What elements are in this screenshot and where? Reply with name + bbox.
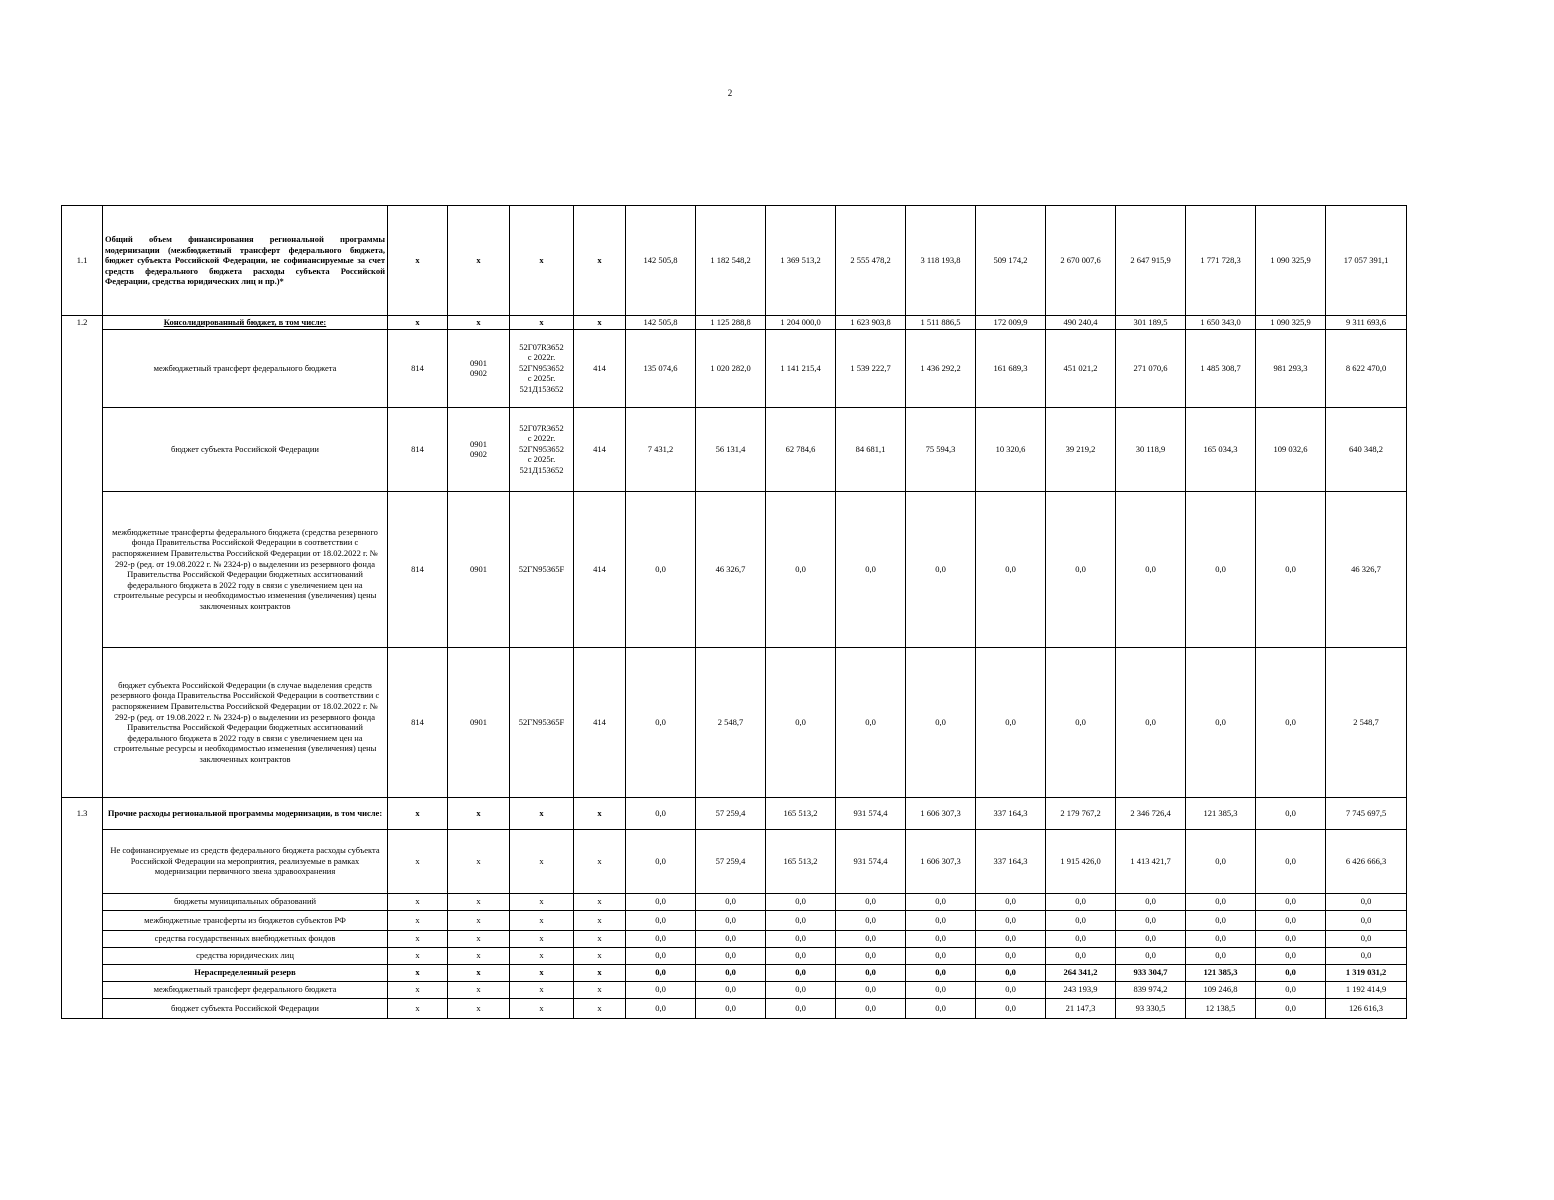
row-number [62, 893, 103, 910]
value-cell: 0,0 [836, 981, 906, 998]
value-cell: 0,0 [836, 998, 906, 1018]
value-cell: 0,0 [1256, 981, 1326, 998]
table-row [62, 893, 1407, 910]
value-cell: 0,0 [976, 998, 1046, 1018]
value-cell: 0,0 [1046, 947, 1116, 964]
value-cell: 0,0 [626, 491, 696, 647]
value-cell: 0,0 [836, 893, 906, 910]
value-cell: 0,0 [1186, 491, 1256, 647]
code-cell-c1: 814 [388, 647, 448, 797]
row-number [62, 829, 103, 893]
code-cell-c4: x [574, 829, 626, 893]
value-cell: 21 147,3 [1046, 998, 1116, 1018]
value-cell: 490 240,4 [1046, 316, 1116, 330]
value-cell: 0,0 [976, 647, 1046, 797]
value-cell: 1 090 325,9 [1256, 316, 1326, 330]
table-row [62, 964, 1407, 981]
value-cell: 56 131,4 [696, 407, 766, 491]
value-cell: 1 606 307,3 [906, 797, 976, 829]
value-cell: 0,0 [1326, 910, 1407, 930]
value-cell: 0,0 [1116, 893, 1186, 910]
value-cell: 57 259,4 [696, 797, 766, 829]
table-row [62, 647, 1407, 797]
value-cell: 0,0 [1046, 930, 1116, 947]
code-cell-c4: x [574, 947, 626, 964]
value-cell: 0,0 [1186, 930, 1256, 947]
value-cell: 142 505,8 [626, 316, 696, 330]
value-cell: 0,0 [766, 491, 836, 647]
value-cell: 1 606 307,3 [906, 829, 976, 893]
code-cell-c4: x [574, 930, 626, 947]
code-cell-c3: x [510, 947, 574, 964]
value-cell: 1 539 222,7 [836, 329, 906, 407]
code-cell-c1: x [388, 206, 448, 316]
value-cell: 0,0 [976, 947, 1046, 964]
value-cell: 0,0 [1256, 947, 1326, 964]
value-cell: 0,0 [1116, 930, 1186, 947]
code-cell-c3: x [510, 829, 574, 893]
code-cell-c2: x [448, 829, 510, 893]
page-number: 2 [727, 88, 733, 98]
value-cell: 10 320,6 [976, 407, 1046, 491]
value-cell: 451 021,2 [1046, 329, 1116, 407]
value-cell: 0,0 [1116, 491, 1186, 647]
value-cell: 2 555 478,2 [836, 206, 906, 316]
value-cell: 0,0 [836, 930, 906, 947]
value-cell: 0,0 [626, 797, 696, 829]
code-cell-c4: x [574, 964, 626, 981]
code-cell-c4: 414 [574, 407, 626, 491]
code-cell-c1: x [388, 947, 448, 964]
value-cell: 0,0 [1326, 930, 1407, 947]
value-cell: 109 246,8 [1186, 981, 1256, 998]
value-cell: 8 622 470,0 [1326, 329, 1407, 407]
value-cell: 337 164,3 [976, 829, 1046, 893]
row-description: межбюджетные трансферты федерального бюджета (средства резервного фонда Правительства Российской Федерации в соответствии с распоряжением Правительства Российской Федерации от 18.02.2022 г. № 292-р (ред. от 19.08.2022 г. № 2324-р) о выделении из резервного фонда Правительства Российской Федерации бюджетных ассигнований федерального бюджета в 2022 году в связи с увеличением цен на строительные ресурсы и необходимостью изменения (увеличения) цены заключенных контрактов [103, 491, 388, 647]
value-cell: 0,0 [1326, 947, 1407, 964]
value-cell: 1 141 215,4 [766, 329, 836, 407]
row-description: межбюджетный трансферт федерального бюджета [103, 981, 388, 998]
value-cell: 0,0 [906, 647, 976, 797]
row-number [62, 910, 103, 930]
code-cell-c1: x [388, 964, 448, 981]
table-row [62, 910, 1407, 930]
code-cell-c4: 414 [574, 491, 626, 647]
value-cell: 0,0 [696, 910, 766, 930]
value-cell: 0,0 [1186, 910, 1256, 930]
row-description: бюджеты муниципальных образований [103, 893, 388, 910]
value-cell: 165 513,2 [766, 797, 836, 829]
row-number [62, 964, 103, 981]
value-cell: 57 259,4 [696, 829, 766, 893]
value-cell: 0,0 [1326, 893, 1407, 910]
code-cell-c3: x [510, 316, 574, 330]
value-cell: 1 650 343,0 [1186, 316, 1256, 330]
value-cell: 0,0 [836, 647, 906, 797]
value-cell: 0,0 [976, 910, 1046, 930]
value-cell: 46 326,7 [696, 491, 766, 647]
value-cell: 0,0 [766, 998, 836, 1018]
value-cell: 0,0 [766, 964, 836, 981]
code-cell-c4: x [574, 981, 626, 998]
value-cell: 0,0 [836, 910, 906, 930]
value-cell: 0,0 [836, 491, 906, 647]
value-cell: 3 118 193,8 [906, 206, 976, 316]
value-cell: 1 413 421,7 [1116, 829, 1186, 893]
code-cell-c4: x [574, 316, 626, 330]
code-cell-c2: x [448, 981, 510, 998]
value-cell: 1 020 282,0 [696, 329, 766, 407]
value-cell: 0,0 [1046, 893, 1116, 910]
code-cell-c2: x [448, 797, 510, 829]
value-cell: 109 032,6 [1256, 407, 1326, 491]
value-cell: 46 326,7 [1326, 491, 1407, 647]
value-cell: 0,0 [626, 893, 696, 910]
value-cell: 7 745 697,5 [1326, 797, 1407, 829]
value-cell: 1 090 325,9 [1256, 206, 1326, 316]
value-cell: 0,0 [1256, 998, 1326, 1018]
value-cell: 0,0 [1116, 947, 1186, 964]
code-cell-c4: 414 [574, 329, 626, 407]
value-cell: 0,0 [626, 998, 696, 1018]
row-number: 1.1 [62, 206, 103, 316]
value-cell: 0,0 [1186, 647, 1256, 797]
value-cell: 0,0 [766, 947, 836, 964]
value-cell: 0,0 [1256, 930, 1326, 947]
value-cell: 0,0 [766, 893, 836, 910]
table-row [62, 998, 1407, 1018]
value-cell: 1 436 292,2 [906, 329, 976, 407]
budget-table [61, 205, 1407, 1019]
value-cell: 1 771 728,3 [1186, 206, 1256, 316]
row-description: средства государственных внебюджетных фондов [103, 930, 388, 947]
value-cell: 264 341,2 [1046, 964, 1116, 981]
value-cell: 121 385,3 [1186, 797, 1256, 829]
table-row [62, 491, 1407, 647]
value-cell: 0,0 [1046, 910, 1116, 930]
code-cell-c1: x [388, 797, 448, 829]
value-cell: 0,0 [696, 998, 766, 1018]
code-cell-c1: 814 [388, 329, 448, 407]
code-cell-c4: 414 [574, 647, 626, 797]
row-number [62, 981, 103, 998]
table-row [62, 930, 1407, 947]
value-cell: 161 689,3 [976, 329, 1046, 407]
code-cell-c3: 52Г07R3652 с 2022г. 52ГN953652 с 2025г. 521Д153652 [510, 407, 574, 491]
row-number [62, 998, 103, 1018]
value-cell: 0,0 [906, 910, 976, 930]
value-cell: 0,0 [906, 964, 976, 981]
value-cell: 1 485 308,7 [1186, 329, 1256, 407]
row-number [62, 491, 103, 647]
value-cell: 93 330,5 [1116, 998, 1186, 1018]
code-cell-c1: x [388, 316, 448, 330]
code-cell-c4: x [574, 998, 626, 1018]
code-cell-c3: 52Г07R3652 с 2022г. 52ГN953652 с 2025г. 521Д153652 [510, 329, 574, 407]
value-cell: 0,0 [1256, 893, 1326, 910]
value-cell: 509 174,2 [976, 206, 1046, 316]
value-cell: 640 348,2 [1326, 407, 1407, 491]
value-cell: 0,0 [696, 947, 766, 964]
code-cell-c3: x [510, 206, 574, 316]
row-description: межбюджетный трансферт федерального бюджета [103, 329, 388, 407]
value-cell: 1 182 548,2 [696, 206, 766, 316]
value-cell: 0,0 [976, 964, 1046, 981]
code-cell-c3: x [510, 981, 574, 998]
row-description: бюджет субъекта Российской Федерации (в случае выделения средств резервного фонда Правительства Российской Федерации в соответствии с распоряжением Правительства Российской Федерации от 18.02.2022 г. № 292-р (ред. от 19.08.2022 г. № 2324-р) о выделении из резервного фонда Правительства Российской Федерации бюджетных ассигнований федерального бюджета в 2022 году в связи с увеличением цен на строительные ресурсы и необходимостью изменения (увеличения) цены заключенных контрактов [103, 647, 388, 797]
code-cell-c1: 814 [388, 491, 448, 647]
value-cell: 981 293,3 [1256, 329, 1326, 407]
value-cell: 271 070,6 [1116, 329, 1186, 407]
code-cell-c3: x [510, 893, 574, 910]
value-cell: 0,0 [696, 964, 766, 981]
code-cell-c2: x [448, 998, 510, 1018]
value-cell: 0,0 [626, 930, 696, 947]
value-cell: 0,0 [1256, 964, 1326, 981]
value-cell: 142 505,8 [626, 206, 696, 316]
value-cell: 2 346 726,4 [1116, 797, 1186, 829]
value-cell: 2 548,7 [696, 647, 766, 797]
code-cell-c1: x [388, 829, 448, 893]
value-cell: 135 074,6 [626, 329, 696, 407]
value-cell: 2 548,7 [1326, 647, 1407, 797]
row-number [62, 930, 103, 947]
code-cell-c2: x [448, 206, 510, 316]
value-cell: 0,0 [1116, 647, 1186, 797]
value-cell: 30 118,9 [1116, 407, 1186, 491]
value-cell: 0,0 [1256, 797, 1326, 829]
value-cell: 1 511 886,5 [906, 316, 976, 330]
value-cell: 0,0 [626, 829, 696, 893]
row-description: Прочие расходы региональной программы модернизации, в том числе: [103, 797, 388, 829]
row-number: 1.3 [62, 797, 103, 829]
code-cell-c1: x [388, 998, 448, 1018]
value-cell: 0,0 [1186, 947, 1256, 964]
value-cell: 84 681,1 [836, 407, 906, 491]
value-cell: 0,0 [906, 893, 976, 910]
value-cell: 0,0 [1046, 491, 1116, 647]
value-cell: 0,0 [696, 981, 766, 998]
value-cell: 0,0 [1256, 647, 1326, 797]
value-cell: 1 623 903,8 [836, 316, 906, 330]
value-cell: 1 369 513,2 [766, 206, 836, 316]
table-row [62, 981, 1407, 998]
code-cell-c2: 0901 0902 [448, 329, 510, 407]
table-row [62, 206, 1407, 316]
value-cell: 0,0 [1186, 893, 1256, 910]
value-cell: 0,0 [766, 930, 836, 947]
value-cell: 1 319 031,2 [1326, 964, 1407, 981]
value-cell: 0,0 [976, 491, 1046, 647]
value-cell: 1 192 414,9 [1326, 981, 1407, 998]
value-cell: 2 179 767,2 [1046, 797, 1116, 829]
value-cell: 2 647 915,9 [1116, 206, 1186, 316]
row-description: бюджет субъекта Российской Федерации [103, 998, 388, 1018]
value-cell: 301 189,5 [1116, 316, 1186, 330]
code-cell-c4: x [574, 893, 626, 910]
code-cell-c1: x [388, 910, 448, 930]
code-cell-c2: 0901 [448, 491, 510, 647]
value-cell: 0,0 [906, 981, 976, 998]
row-number [62, 647, 103, 797]
value-cell: 0,0 [696, 930, 766, 947]
value-cell: 0,0 [976, 893, 1046, 910]
code-cell-c3: 52ГN95365F [510, 491, 574, 647]
code-cell-c2: 0901 0902 [448, 407, 510, 491]
value-cell: 0,0 [1116, 910, 1186, 930]
value-cell: 126 616,3 [1326, 998, 1407, 1018]
value-cell: 931 574,4 [836, 829, 906, 893]
value-cell: 75 594,3 [906, 407, 976, 491]
row-description: средства юридических лиц [103, 947, 388, 964]
value-cell: 0,0 [1046, 647, 1116, 797]
code-cell-c3: x [510, 910, 574, 930]
value-cell: 0,0 [976, 981, 1046, 998]
code-cell-c4: x [574, 206, 626, 316]
value-cell: 933 304,7 [1116, 964, 1186, 981]
value-cell: 1 204 000,0 [766, 316, 836, 330]
code-cell-c1: x [388, 893, 448, 910]
value-cell: 0,0 [906, 491, 976, 647]
row-number [62, 947, 103, 964]
code-cell-c4: x [574, 910, 626, 930]
value-cell: 337 164,3 [976, 797, 1046, 829]
value-cell: 2 670 007,6 [1046, 206, 1116, 316]
value-cell: 0,0 [1186, 829, 1256, 893]
value-cell: 172 009,9 [976, 316, 1046, 330]
row-description: Консолидированный бюджет, в том числе: [103, 316, 388, 330]
code-cell-c2: 0901 [448, 647, 510, 797]
code-cell-c1: x [388, 981, 448, 998]
value-cell: 0,0 [626, 981, 696, 998]
value-cell: 0,0 [836, 964, 906, 981]
code-cell-c3: x [510, 964, 574, 981]
row-description: бюджет субъекта Российской Федерации [103, 407, 388, 491]
table-row [62, 829, 1407, 893]
code-cell-c4: x [574, 797, 626, 829]
value-cell: 0,0 [906, 947, 976, 964]
value-cell: 0,0 [626, 647, 696, 797]
table-row [62, 797, 1407, 829]
value-cell: 0,0 [766, 981, 836, 998]
value-cell: 0,0 [906, 930, 976, 947]
value-cell: 0,0 [626, 910, 696, 930]
value-cell: 9 311 693,6 [1326, 316, 1407, 330]
value-cell: 0,0 [1256, 829, 1326, 893]
value-cell: 0,0 [1256, 491, 1326, 647]
value-cell: 6 426 666,3 [1326, 829, 1407, 893]
value-cell: 839 974,2 [1116, 981, 1186, 998]
row-number [62, 407, 103, 491]
value-cell: 1 125 288,8 [696, 316, 766, 330]
value-cell: 0,0 [1256, 910, 1326, 930]
value-cell: 165 034,3 [1186, 407, 1256, 491]
value-cell: 7 431,2 [626, 407, 696, 491]
table-row [62, 407, 1407, 491]
value-cell: 165 513,2 [766, 829, 836, 893]
code-cell-c3: x [510, 930, 574, 947]
value-cell: 0,0 [696, 893, 766, 910]
row-description: межбюджетные трансферты из бюджетов субъектов РФ [103, 910, 388, 930]
value-cell: 12 138,5 [1186, 998, 1256, 1018]
value-cell: 0,0 [836, 947, 906, 964]
value-cell: 39 219,2 [1046, 407, 1116, 491]
value-cell: 0,0 [766, 910, 836, 930]
value-cell: 0,0 [766, 647, 836, 797]
row-description: Не софинансируемые из средств федерального бюджета расходы субъекта Российской Федерации на мероприятия, реализуемые в рамках модернизации первичного звена здравоохранения [103, 829, 388, 893]
code-cell-c2: x [448, 947, 510, 964]
value-cell: 0,0 [626, 947, 696, 964]
value-cell: 0,0 [976, 930, 1046, 947]
value-cell: 931 574,4 [836, 797, 906, 829]
code-cell-c1: x [388, 930, 448, 947]
value-cell: 121 385,3 [1186, 964, 1256, 981]
table-row [62, 316, 1407, 330]
value-cell: 62 784,6 [766, 407, 836, 491]
row-number: 1.2 [62, 316, 103, 330]
row-description: Нераспределенный резерв [103, 964, 388, 981]
row-description: Общий объем финансирования региональной программы модернизации (межбюджетный трансферт федерального бюджета, бюджет субъекта Российской Федерации, не софинансируемые за счет средств федерального бюджета расходы субъекта Российской Федерации, средства юридических лиц и пр.)* [103, 206, 388, 316]
code-cell-c2: x [448, 964, 510, 981]
row-number [62, 329, 103, 407]
code-cell-c3: x [510, 797, 574, 829]
code-cell-c2: x [448, 930, 510, 947]
code-cell-c3: x [510, 998, 574, 1018]
value-cell: 0,0 [626, 964, 696, 981]
table-row [62, 947, 1407, 964]
value-cell: 1 915 426,0 [1046, 829, 1116, 893]
value-cell: 243 193,9 [1046, 981, 1116, 998]
code-cell-c1: 814 [388, 407, 448, 491]
code-cell-c2: x [448, 893, 510, 910]
code-cell-c2: x [448, 910, 510, 930]
code-cell-c3: 52ГN95365F [510, 647, 574, 797]
table-row [62, 329, 1407, 407]
value-cell: 0,0 [906, 998, 976, 1018]
value-cell: 17 057 391,1 [1326, 206, 1407, 316]
code-cell-c2: x [448, 316, 510, 330]
